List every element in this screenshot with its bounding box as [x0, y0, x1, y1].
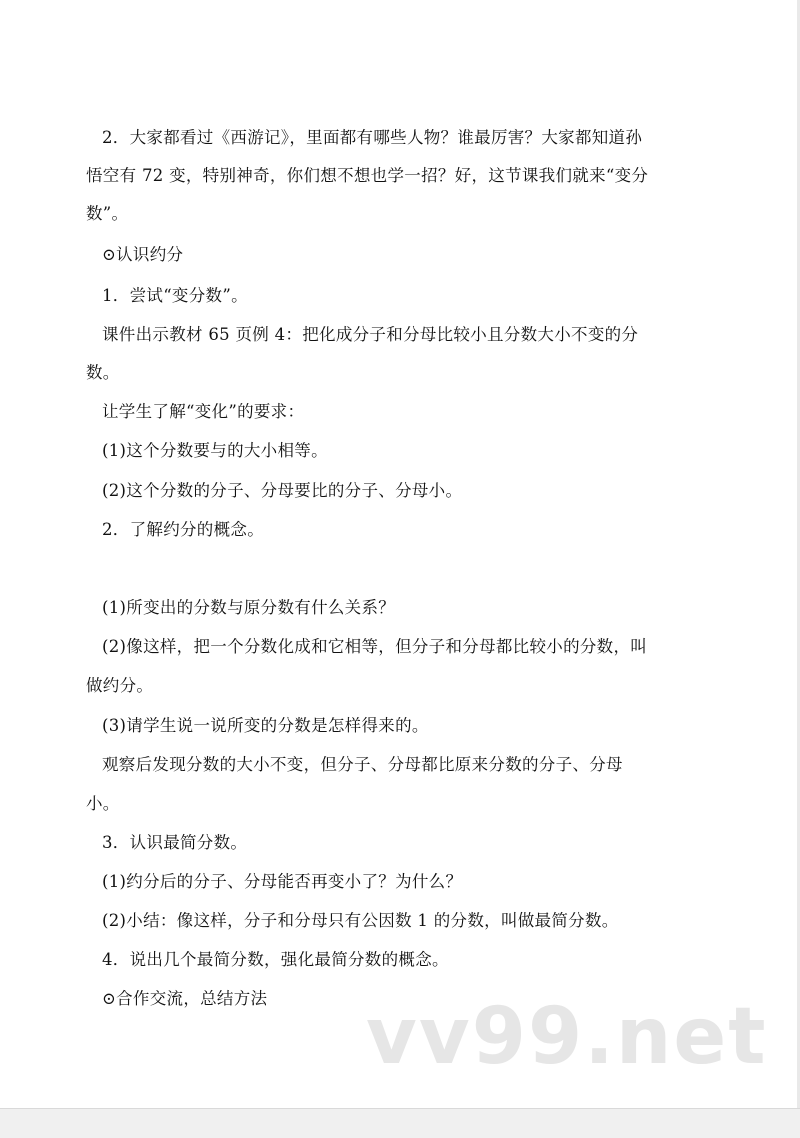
text-line: (2)小结：像这样，分子和分母只有公因数 1 的分数，叫做最简分数。	[102, 911, 619, 930]
page-bottom-edge	[0, 1108, 800, 1138]
text-line: 课件出示教材 65 页例 4：把化成分子和分母比较小且分数大小不变的分	[102, 325, 639, 344]
text-line: 4．说出几个最简分数，强化最简分数的概念。	[102, 950, 449, 969]
text-line: 2．了解约分的概念。	[102, 520, 264, 539]
text-line: (2)这个分数的分子、分母要比的分子、分母小。	[102, 481, 463, 500]
text-line: (1)约分后的分子、分母能否再变小了？为什么？	[102, 872, 463, 891]
text-line: 悟空有 72 变，特别神奇，你们想不想也学一招？好，这节课我们就来“变分	[86, 166, 649, 185]
section-heading: ⊙认识约分	[102, 245, 184, 264]
watermark-text: vv99.net	[366, 992, 768, 1082]
text-line: 数”。	[86, 204, 129, 223]
text-line: (3)请学生说一说所变的分数是怎样得来的。	[102, 716, 429, 735]
text-line: 2．大家都看过《西游记》，里面都有哪些人物？谁最厉害？大家都知道孙	[102, 128, 643, 147]
text-line: 观察后发现分数的大小不变，但分子、分母都比原来分数的分子、分母	[102, 755, 623, 774]
text-line: 小。	[86, 794, 120, 813]
text-line: 让学生了解“变化”的要求：	[102, 402, 305, 421]
section-heading: ⊙合作交流，总结方法	[102, 989, 268, 1008]
text-line: (1)所变出的分数与原分数有什么关系？	[102, 598, 396, 617]
text-line: (2)像这样，把一个分数化成和它相等，但分子和分母都比较小的分数，叫	[102, 637, 648, 656]
text-line: 3．认识最简分数。	[102, 833, 248, 852]
text-line: 做约分。	[86, 676, 154, 695]
text-line: 1．尝试“变分数”。	[102, 286, 248, 305]
text-line: (1)这个分数要与的大小相等。	[102, 441, 328, 460]
text-line: 数。	[86, 363, 120, 382]
